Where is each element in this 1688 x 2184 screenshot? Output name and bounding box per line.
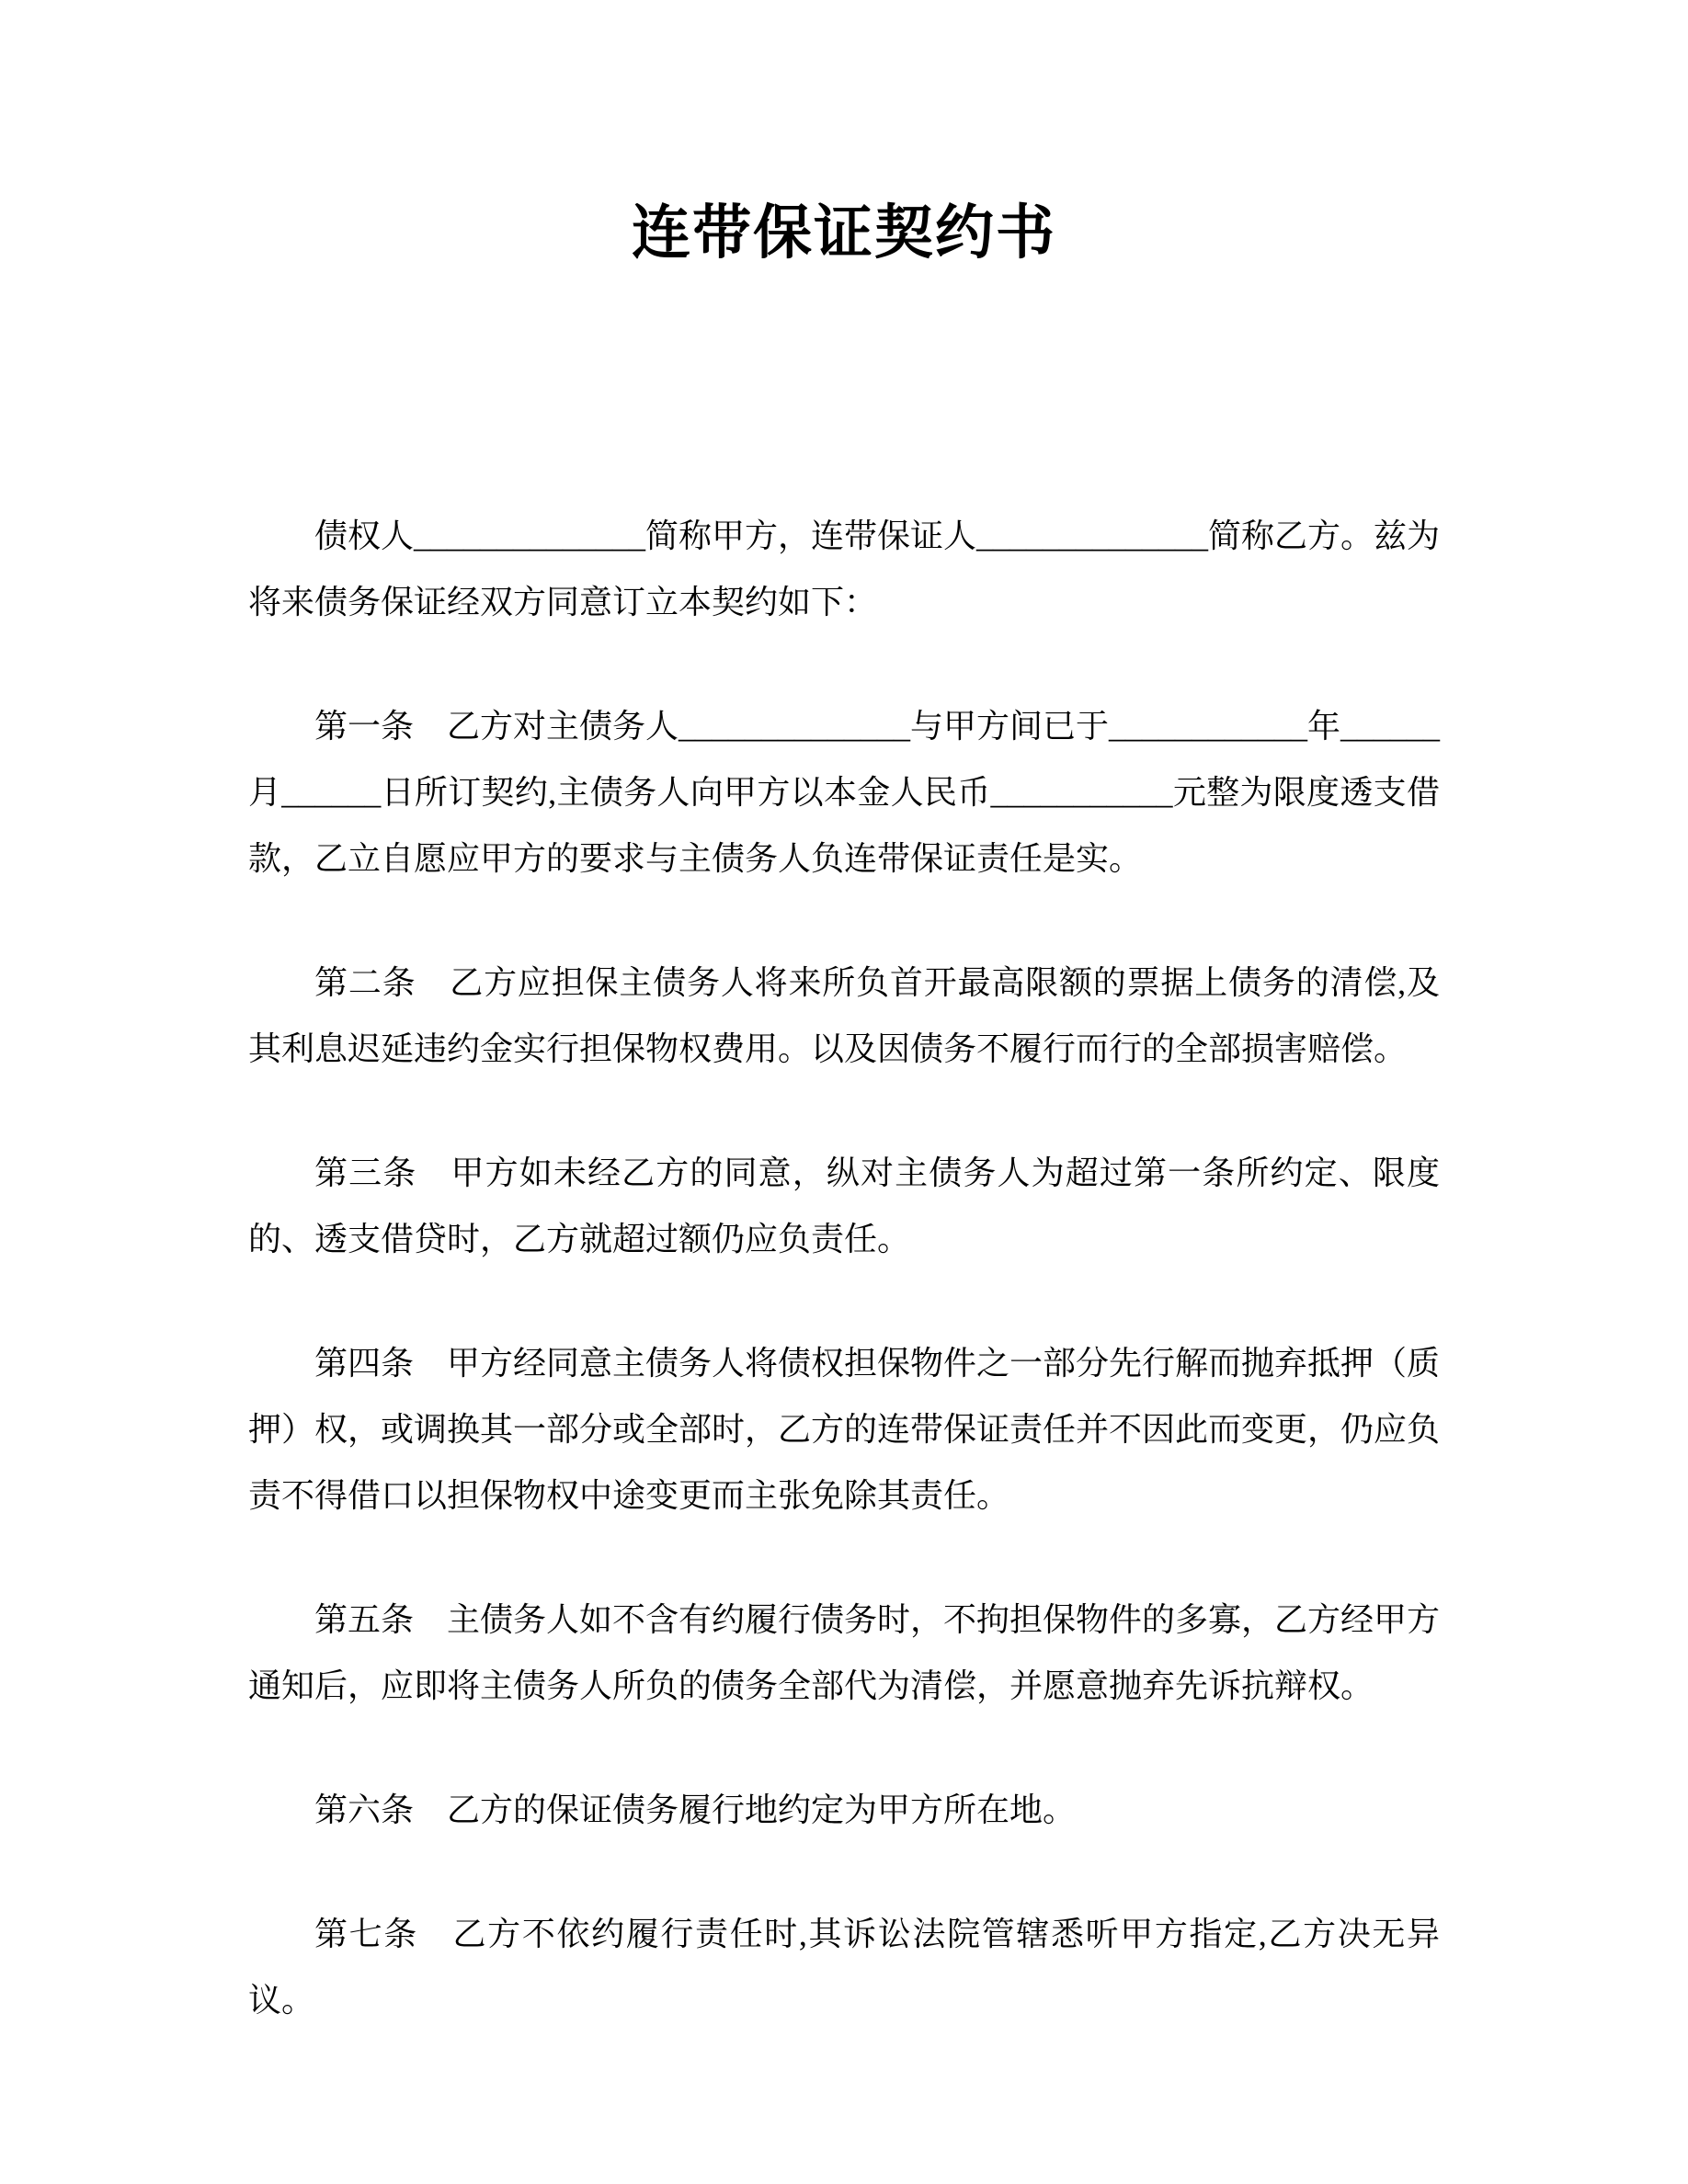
document-title: 连带保证契约书	[632, 199, 1056, 266]
contract-intro-paragraph: 债权人______________简称甲方，连带保证人______________简称乙方。兹为将来债务保证经双方同意订立本契约如下：	[248, 518, 1441, 620]
contract-clause-5: 第五条 主债务人如不含有约履行债务时，不拘担保物件的多寡，乙方经甲方通知后，应即将主债务人所负的债务全部代为清偿，并愿意抛弃先诉抗辩权。	[248, 1601, 1441, 1704]
contract-clause-3: 第三条 甲方如未经乙方的同意，纵对主债务人为超过第一条所约定、限度的、透支借贷时，乙方就超过额仍应负责任。	[248, 1155, 1440, 1257]
contract-clause-7: 第七条 乙方不依约履行责任时,其诉讼法院管辖悉听甲方指定,乙方决无异议。	[248, 1916, 1440, 2019]
contract-clause-2: 第二条 乙方应担保主债务人将来所负首开最高限额的票据上债务的清偿,及其利息迟延违约金实行担保物权费用。以及因债务不履行而行的全部损害赔偿。	[248, 964, 1440, 1067]
contract-clause-6: 第六条 乙方的保证债务履行地约定为甲方所在地。	[314, 1792, 1077, 1828]
contract-clause-4: 第四条 甲方经同意主债务人将债权担保物件之一部分先行解而抛弃抵押（质押）权，或调换其一部分或全部时，乙方的连带保证责任并不因此而变更，仍应负责不得借口以担保物权中途变更而主张免除其责任。	[248, 1345, 1441, 1514]
contract-clause-1: 第一条 乙方对主债务人______________与甲方间已于____________年______月______日所订契约,主债务人向甲方以本金人民币___________元整为限度透支借款，乙立自愿应甲方的要求与主债务人负连带保证责任是实。	[248, 708, 1441, 877]
